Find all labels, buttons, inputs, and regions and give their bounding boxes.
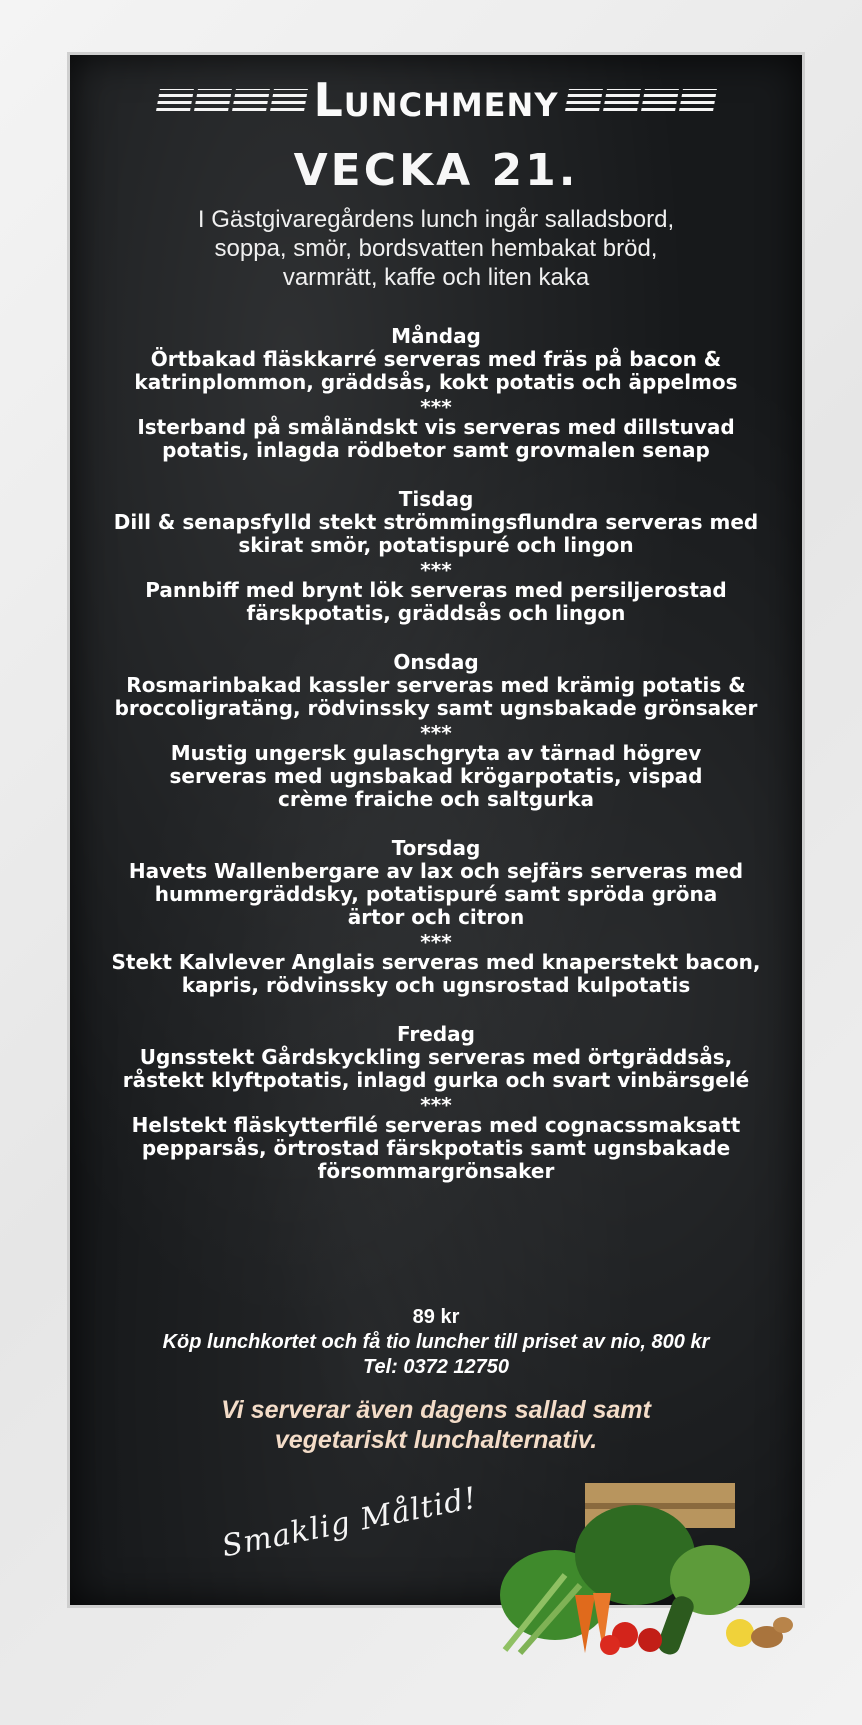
dish-line: Rosmarinbakad kassler serveras med krämig potatis & xyxy=(126,673,746,697)
day-tuesday xyxy=(80,488,792,625)
extra-line: Vi serverar även dagens sallad samt xyxy=(221,1396,651,1424)
dish-separator: *** xyxy=(420,930,452,954)
dish-line: kapris, rödvinssky och ugnsrostad kulpotatis xyxy=(181,973,691,997)
intro-text xyxy=(90,205,782,292)
dish-line: Pannbiff med brynt lök serveras med persiljerostad xyxy=(145,578,727,602)
intro-line: varmrätt, kaffe och liten kaka xyxy=(282,264,590,291)
dish-line: potatis, inlagda rödbetor samt grovmalen senap xyxy=(162,438,710,462)
dish-separator: *** xyxy=(420,1093,452,1117)
dish-line: skirat smör, potatispuré och lingon xyxy=(238,533,634,557)
day-name: Onsdag xyxy=(393,650,479,674)
dish-line: katrinplommon, gräddsås, kokt potatis och äppelmos xyxy=(134,370,738,394)
dish-line: pepparsås, örtrostad färskpotatis samt ugnsbakade xyxy=(141,1136,731,1160)
cucumber xyxy=(655,1593,696,1655)
chalkboard xyxy=(70,55,802,1605)
dish-line: Dill & senapsfylld stekt strömmingsflundra serveras med xyxy=(113,510,759,534)
dish-line: crème fraiche och saltgurka xyxy=(277,787,594,811)
dish-line: hummergräddsky, potatispuré samt spröda gröna xyxy=(154,882,718,906)
day-name: Torsdag xyxy=(391,836,481,860)
dish-line: försommargrönsaker xyxy=(317,1159,555,1183)
weekly-menu xyxy=(80,325,792,1209)
intro-line: soppa, smör, bordsvatten hembakat bröd, xyxy=(214,235,658,262)
day-name: Fredag xyxy=(397,1022,475,1046)
signoff-text: Smaklig Måltid! xyxy=(219,1480,481,1565)
intro-line: I Gästgivaregårdens lunch ingår salladsbord, xyxy=(197,206,675,233)
price: 89 kr xyxy=(412,1306,460,1328)
dish-line: serveras med ugnsbakad krögarpotatis, vispad xyxy=(169,764,703,788)
menu-title: Lunchmeny xyxy=(313,73,559,127)
dish-separator: *** xyxy=(420,721,452,745)
dish-separator: *** xyxy=(420,558,452,582)
day-monday xyxy=(80,325,792,462)
phone-number: Tel: 0372 12750 xyxy=(362,1356,510,1378)
dish-separator: *** xyxy=(420,395,452,419)
right-dashes-decoration xyxy=(567,89,715,111)
dish-line: broccoligratäng, rödvinssky samt ugnsbakade grönsaker xyxy=(114,696,758,720)
title-row xyxy=(70,65,802,135)
dish-line: Stekt Kalvlever Anglais serveras med knaperstekt bacon, xyxy=(111,950,761,974)
price-block xyxy=(70,1305,802,1380)
lunch-card-offer: Köp lunchkortet och få tio luncher till priset av nio, 800 kr xyxy=(162,1331,710,1353)
dish-line: ärtor och citron xyxy=(347,905,525,929)
dish-line: färskpotatis, gräddsås och lingon xyxy=(246,601,626,625)
dish-line: råstekt klyftpotatis, inlagd gurka och svart vinbärsgelé xyxy=(122,1068,750,1092)
day-thursday xyxy=(80,837,792,997)
left-dashes-decoration xyxy=(158,89,306,111)
day-name: Måndag xyxy=(391,324,481,348)
day-friday xyxy=(80,1023,792,1183)
dish-line: Isterband på småländskt vis serveras med dillstuvad xyxy=(137,415,735,439)
day-name: Tisdag xyxy=(398,487,474,511)
vegetable-crate-illustration xyxy=(485,1475,795,1655)
dish-line: Mustig ungersk gulaschgryta av tärnad högrev xyxy=(170,741,702,765)
extra-offer xyxy=(110,1395,762,1455)
extra-line: vegetariskt lunchalternativ. xyxy=(274,1426,598,1454)
dish-line: Ugnsstekt Gårdskyckling serveras med örtgräddsås, xyxy=(139,1045,733,1069)
day-wednesday xyxy=(80,651,792,811)
week-heading: VECKA 21. xyxy=(293,145,579,196)
dish-line: Helstekt fläskytterfilé serveras med cognacssmaksatt xyxy=(131,1113,741,1137)
lemon xyxy=(726,1619,754,1647)
dish-line: Örtbakad fläskkarré serveras med fräs på bacon & xyxy=(150,347,722,371)
dish-line: Havets Wallenbergare av lax och sejfärs serveras med xyxy=(128,859,744,883)
